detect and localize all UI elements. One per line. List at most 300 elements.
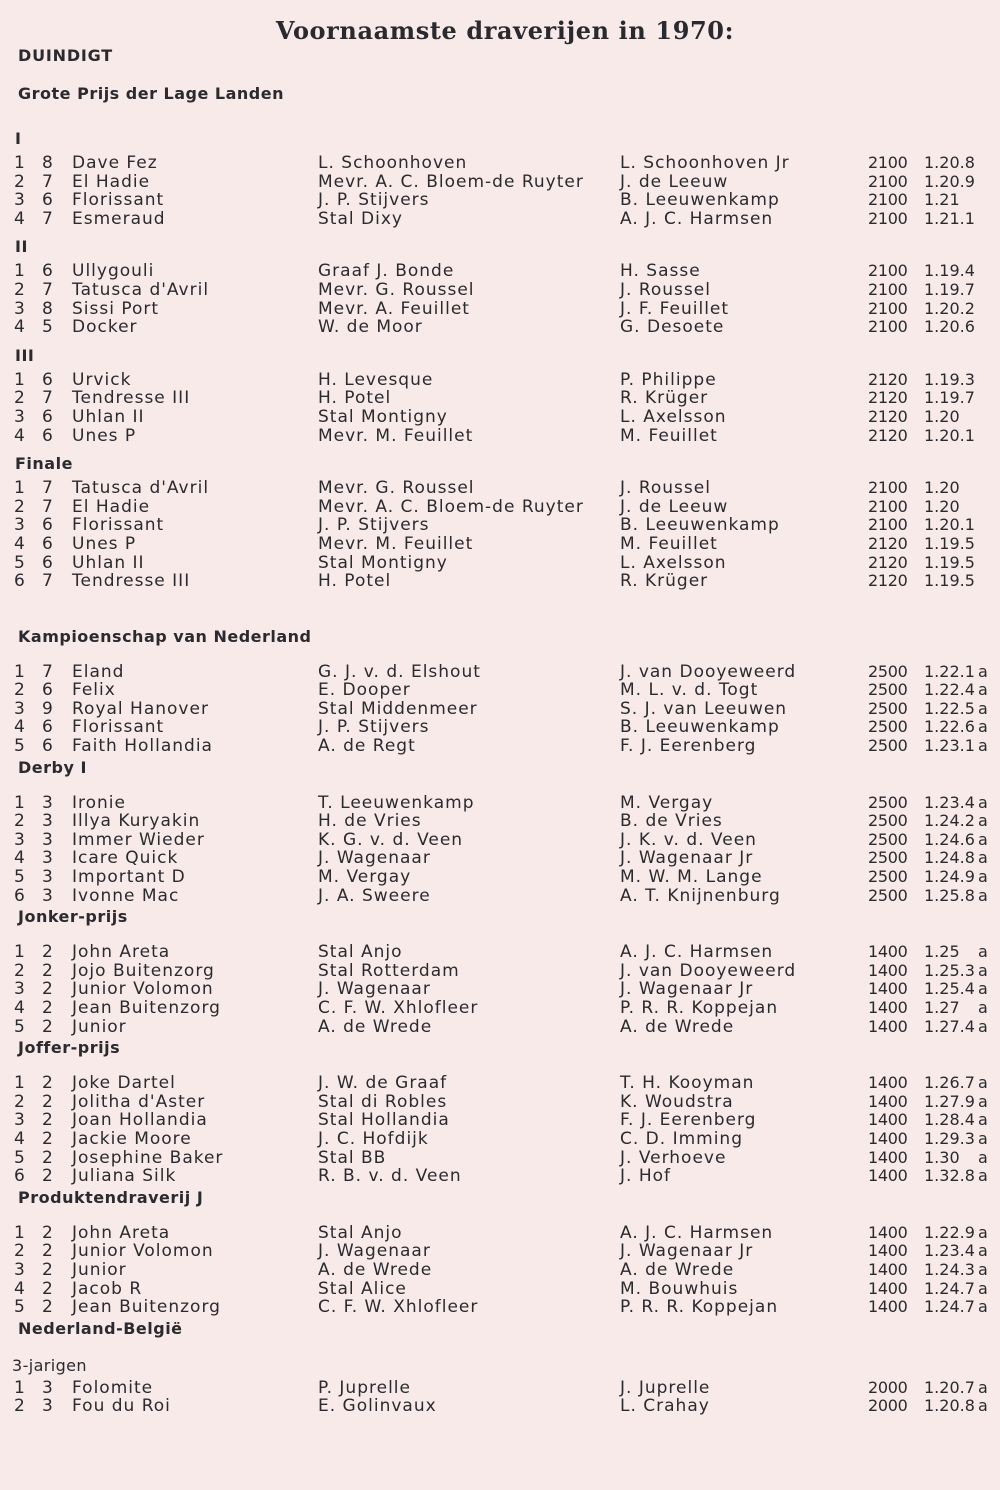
start-note: a bbox=[978, 811, 989, 831]
placing: 4 bbox=[14, 1128, 26, 1149]
horse-age: 2 bbox=[42, 960, 54, 981]
km-time: 1.23.1 bbox=[924, 736, 975, 756]
result-row bbox=[0, 1130, 1000, 1149]
horse-age: 2 bbox=[42, 1016, 54, 1037]
horse-name: Jolitha d'Aster bbox=[72, 1091, 206, 1112]
driver: P. Philippe bbox=[620, 369, 717, 390]
distance: 2120 bbox=[868, 406, 908, 426]
horse-name: Jean Buitenzorg bbox=[72, 998, 221, 1018]
result-row bbox=[0, 663, 1000, 682]
owner: Stal di Robles bbox=[318, 1091, 448, 1112]
result-row bbox=[0, 154, 1000, 173]
placing: 2 bbox=[14, 1396, 26, 1417]
placing: 1 bbox=[14, 792, 26, 813]
driver: A. J. C. Harmsen bbox=[620, 942, 774, 963]
km-time: 1.20.2 bbox=[924, 298, 975, 318]
distance: 1400 bbox=[868, 1241, 908, 1261]
placing: 2 bbox=[14, 279, 26, 300]
placing: 1 bbox=[14, 661, 26, 682]
start-note: a bbox=[978, 1259, 989, 1279]
distance: 2100 bbox=[868, 496, 908, 516]
owner: Mevr. M. Feuillet bbox=[318, 533, 474, 554]
result-row bbox=[0, 681, 1000, 700]
distance: 2100 bbox=[868, 478, 908, 498]
horse-age: 6 bbox=[42, 552, 54, 573]
horse-age: 3 bbox=[42, 792, 54, 813]
placing: 3 bbox=[14, 1259, 26, 1280]
distance: 1400 bbox=[868, 1110, 908, 1130]
horse-age: 2 bbox=[42, 1166, 54, 1187]
driver: B. Leeuwenkamp bbox=[620, 190, 780, 211]
result-row bbox=[0, 794, 1000, 813]
distance: 2120 bbox=[868, 552, 908, 572]
distance: 2500 bbox=[868, 885, 908, 905]
result-row bbox=[0, 535, 1000, 554]
placing: 3 bbox=[14, 829, 26, 850]
km-time: 1.21.1 bbox=[924, 208, 975, 228]
km-time: 1.19.7 bbox=[924, 388, 975, 408]
driver: J. de Leeuw bbox=[620, 496, 729, 517]
distance: 2000 bbox=[868, 1396, 908, 1416]
km-time: 1.20 bbox=[924, 496, 960, 516]
placing: 2 bbox=[14, 960, 26, 981]
race-section bbox=[0, 1186, 1000, 1317]
driver: A. de Wrede bbox=[620, 1259, 735, 1280]
horse-age: 7 bbox=[42, 208, 54, 229]
start-note: a bbox=[978, 1091, 989, 1111]
result-row bbox=[0, 812, 1000, 831]
placing: 2 bbox=[14, 171, 26, 192]
result-row bbox=[0, 479, 1000, 498]
km-time: 1.20.8 bbox=[924, 1396, 975, 1416]
km-time: 1.19.3 bbox=[924, 369, 975, 389]
placing: 2 bbox=[14, 680, 26, 701]
owner: P. Juprelle bbox=[318, 1377, 411, 1398]
horse-name: Illya Kuryakin bbox=[72, 811, 201, 832]
placing: 3 bbox=[14, 1110, 26, 1131]
placing: 5 bbox=[14, 552, 26, 573]
results-list bbox=[0, 82, 1000, 1416]
horse-age: 2 bbox=[42, 942, 54, 963]
start-note: a bbox=[978, 680, 989, 700]
result-row bbox=[0, 1224, 1000, 1243]
owner: Mevr. A. C. Bloem-de Ruyter bbox=[318, 171, 584, 192]
km-time: 1.25 bbox=[924, 942, 960, 962]
placing: 3 bbox=[14, 698, 26, 719]
distance: 2100 bbox=[868, 317, 908, 337]
distance: 2100 bbox=[868, 298, 908, 318]
result-row bbox=[0, 300, 1000, 319]
horse-name: Eland bbox=[72, 661, 125, 682]
owner: Stal Montigny bbox=[318, 552, 448, 573]
horse-name: El Hadie bbox=[72, 171, 151, 192]
placing: 2 bbox=[14, 1091, 26, 1112]
placing: 1 bbox=[14, 1222, 26, 1243]
km-time: 1.20.9 bbox=[924, 171, 975, 191]
horse-name: Tendresse III bbox=[72, 571, 191, 592]
horse-name: Fou du Roi bbox=[72, 1396, 171, 1417]
horse-age: 9 bbox=[42, 698, 54, 719]
horse-age: 6 bbox=[42, 515, 54, 536]
km-time: 1.22.9 bbox=[924, 1222, 975, 1242]
placing: 5 bbox=[14, 867, 26, 888]
result-row bbox=[0, 1167, 1000, 1186]
heat-title: I bbox=[15, 129, 22, 148]
start-note: a bbox=[978, 1377, 989, 1397]
km-time: 1.20 bbox=[924, 478, 960, 498]
owner: Graaf J. Bonde bbox=[318, 261, 455, 282]
distance: 2500 bbox=[868, 736, 908, 756]
driver: A. de Wrede bbox=[620, 1016, 735, 1037]
distance: 1400 bbox=[868, 1222, 908, 1242]
horse-age: 8 bbox=[42, 298, 54, 319]
distance: 1400 bbox=[868, 1278, 908, 1298]
distance: 2500 bbox=[868, 792, 908, 812]
horse-age: 2 bbox=[42, 1073, 54, 1094]
driver: F. J. Eerenberg bbox=[620, 736, 757, 757]
horse-name: Uhlan II bbox=[72, 406, 145, 427]
start-note: a bbox=[978, 661, 989, 681]
result-row bbox=[0, 191, 1000, 210]
placing: 2 bbox=[14, 811, 26, 832]
horse-name: Florissant bbox=[72, 515, 165, 536]
km-time: 1.24.6 bbox=[924, 829, 975, 849]
horse-name: Ivonne Mac bbox=[72, 885, 180, 906]
result-row bbox=[0, 516, 1000, 535]
start-note: a bbox=[978, 942, 989, 962]
km-time: 1.20.1 bbox=[924, 515, 975, 535]
result-row bbox=[0, 1093, 1000, 1112]
horse-name: El Hadie bbox=[72, 496, 151, 517]
start-note: a bbox=[978, 848, 989, 868]
driver: J. Roussel bbox=[620, 279, 711, 300]
placing: 2 bbox=[14, 1241, 26, 1262]
driver: F. J. Eerenberg bbox=[620, 1110, 757, 1131]
owner: Stal Anjo bbox=[318, 1222, 403, 1243]
placing: 1 bbox=[14, 369, 26, 390]
placing: 1 bbox=[14, 942, 26, 963]
placing: 4 bbox=[14, 717, 26, 738]
result-row bbox=[0, 1280, 1000, 1299]
owner: H. Potel bbox=[318, 388, 392, 409]
horse-name: Joan Hollandia bbox=[72, 1110, 208, 1131]
horse-name: Unes P bbox=[72, 533, 137, 554]
horse-name: Junior bbox=[72, 1259, 127, 1280]
horse-name: Florissant bbox=[72, 190, 165, 211]
km-time: 1.30 bbox=[924, 1147, 960, 1167]
distance: 2120 bbox=[868, 369, 908, 389]
horse-name: Royal Hanover bbox=[72, 698, 209, 719]
race-section bbox=[0, 1317, 1000, 1416]
driver: J. van Dooyeweerd bbox=[620, 661, 797, 682]
result-row bbox=[0, 1242, 1000, 1261]
result-row bbox=[0, 427, 1000, 446]
driver: J. F. Feuillet bbox=[620, 298, 730, 319]
result-row bbox=[0, 281, 1000, 300]
distance: 2500 bbox=[868, 829, 908, 849]
owner: Stal Anjo bbox=[318, 942, 403, 963]
driver: J. van Dooyeweerd bbox=[620, 960, 797, 981]
owner: H. Potel bbox=[318, 571, 392, 592]
distance: 2100 bbox=[868, 261, 908, 281]
owner: H. Levesque bbox=[318, 369, 434, 390]
result-row bbox=[0, 554, 1000, 573]
heat-title: Finale bbox=[15, 454, 73, 474]
horse-name: Docker bbox=[72, 317, 138, 338]
km-time: 1.20 bbox=[924, 406, 960, 426]
km-time: 1.29.3 bbox=[924, 1128, 975, 1148]
owner: Stal BB bbox=[318, 1147, 387, 1168]
horse-name: Florissant bbox=[72, 717, 165, 738]
placing: 3 bbox=[14, 190, 26, 211]
km-time: 1.23.4 bbox=[924, 1241, 975, 1261]
placing: 3 bbox=[14, 979, 26, 1000]
horse-age: 6 bbox=[42, 190, 54, 211]
placing: 4 bbox=[14, 317, 26, 338]
placing: 5 bbox=[14, 1147, 26, 1168]
placing: 4 bbox=[14, 1278, 26, 1299]
driver: J. Verhoeve bbox=[620, 1147, 727, 1168]
result-row bbox=[0, 718, 1000, 737]
distance: 2100 bbox=[868, 190, 908, 210]
start-note: a bbox=[978, 867, 989, 887]
owner: Stal Rotterdam bbox=[318, 960, 460, 981]
driver: P. R. R. Koppejan bbox=[620, 1297, 779, 1318]
start-note: a bbox=[978, 829, 989, 849]
start-note: a bbox=[978, 1128, 989, 1148]
driver: M. L. v. d. Togt bbox=[620, 680, 759, 701]
distance: 2500 bbox=[868, 867, 908, 887]
distance: 1400 bbox=[868, 979, 908, 999]
horse-age: 6 bbox=[42, 533, 54, 554]
horse-age: 2 bbox=[42, 998, 54, 1018]
placing: 5 bbox=[14, 736, 26, 757]
race-section bbox=[0, 625, 1000, 756]
horse-age: 7 bbox=[42, 388, 54, 409]
km-time: 1.24.7 bbox=[924, 1297, 975, 1317]
result-row bbox=[0, 1298, 1000, 1317]
owner: T. Leeuwenkamp bbox=[318, 792, 475, 813]
start-note: a bbox=[978, 717, 989, 737]
driver: B. de Vries bbox=[620, 811, 723, 832]
placing: 4 bbox=[14, 425, 26, 446]
result-row bbox=[0, 849, 1000, 868]
placing: 5 bbox=[14, 1016, 26, 1037]
horse-age: 3 bbox=[42, 811, 54, 832]
owner: J. P. Stijvers bbox=[318, 190, 430, 211]
distance: 2120 bbox=[868, 388, 908, 408]
horse-name: Ullygouli bbox=[72, 261, 155, 282]
horse-age: 2 bbox=[42, 1241, 54, 1262]
horse-age: 6 bbox=[42, 425, 54, 446]
driver: L. Schoonhoven Jr bbox=[620, 153, 790, 173]
horse-name: John Areta bbox=[72, 1222, 171, 1243]
result-row bbox=[0, 173, 1000, 192]
horse-name: Jackie Moore bbox=[72, 1128, 192, 1149]
distance: 2500 bbox=[868, 661, 908, 681]
owner: M. Vergay bbox=[318, 867, 412, 888]
driver: L. Axelsson bbox=[620, 552, 727, 573]
result-row bbox=[0, 408, 1000, 427]
distance: 1400 bbox=[868, 960, 908, 980]
km-time: 1.25.4 bbox=[924, 979, 975, 999]
race-title: Nederland-België bbox=[18, 1318, 183, 1338]
result-row bbox=[0, 1149, 1000, 1168]
driver: J. de Leeuw bbox=[620, 171, 729, 192]
distance: 2500 bbox=[868, 848, 908, 868]
driver: L. Crahay bbox=[620, 1396, 710, 1417]
driver: J. Hof bbox=[620, 1166, 671, 1187]
km-time: 1.19.7 bbox=[924, 279, 975, 299]
distance: 2500 bbox=[868, 680, 908, 700]
placing: 4 bbox=[14, 848, 26, 869]
km-time: 1.24.8 bbox=[924, 848, 975, 868]
result-row bbox=[0, 1397, 1000, 1416]
driver: J. Wagenaar Jr bbox=[620, 979, 754, 1000]
start-note: a bbox=[978, 1241, 989, 1261]
km-time: 1.22.1 bbox=[924, 661, 975, 681]
driver: M. Feuillet bbox=[620, 425, 718, 446]
distance: 1400 bbox=[868, 1166, 908, 1186]
result-row bbox=[0, 999, 1000, 1018]
horse-age: 8 bbox=[42, 153, 54, 173]
km-time: 1.24.2 bbox=[924, 811, 975, 831]
owner: A. de Regt bbox=[318, 736, 416, 757]
km-time: 1.25.8 bbox=[924, 885, 975, 905]
result-row bbox=[0, 318, 1000, 337]
distance: 2100 bbox=[868, 515, 908, 535]
race-title: Derby I bbox=[18, 757, 87, 777]
driver: A. T. Knijnenburg bbox=[620, 885, 781, 906]
owner: J. Wagenaar bbox=[318, 1241, 431, 1262]
horse-name: John Areta bbox=[72, 942, 171, 963]
owner: J. C. Hofdijk bbox=[318, 1128, 429, 1149]
distance: 2120 bbox=[868, 571, 908, 591]
placing: 4 bbox=[14, 533, 26, 554]
owner: Stal Alice bbox=[318, 1278, 407, 1299]
driver: M. Vergay bbox=[620, 792, 714, 813]
owner: J. P. Stijvers bbox=[318, 717, 430, 738]
result-row bbox=[0, 962, 1000, 981]
horse-name: Unes P bbox=[72, 425, 137, 446]
driver: L. Axelsson bbox=[620, 406, 727, 427]
owner: C. F. W. Xhlofleer bbox=[318, 998, 479, 1018]
km-time: 1.27.4 bbox=[924, 1016, 975, 1036]
horse-age: 7 bbox=[42, 171, 54, 192]
driver: K. Woudstra bbox=[620, 1091, 734, 1112]
result-row bbox=[0, 1018, 1000, 1037]
km-time: 1.27 bbox=[924, 998, 960, 1017]
driver: T. H. Kooyman bbox=[620, 1073, 755, 1094]
km-time: 1.28.4 bbox=[924, 1110, 975, 1130]
start-note: a bbox=[978, 960, 989, 980]
horse-name: Juliana Silk bbox=[72, 1166, 177, 1187]
horse-age: 2 bbox=[42, 1110, 54, 1131]
race-title: Kampioenschap van Nederland bbox=[18, 626, 312, 646]
driver: C. D. Imming bbox=[620, 1128, 743, 1149]
horse-age: 6 bbox=[42, 680, 54, 701]
owner: J. P. Stijvers bbox=[318, 515, 430, 536]
owner: L. Schoonhoven bbox=[318, 153, 468, 173]
placing: 3 bbox=[14, 515, 26, 536]
horse-name: Joke Dartel bbox=[72, 1073, 176, 1094]
race-section bbox=[0, 1036, 1000, 1186]
horse-age: 3 bbox=[42, 867, 54, 888]
driver: A. J. C. Harmsen bbox=[620, 208, 774, 229]
horse-age: 2 bbox=[42, 1259, 54, 1280]
km-time: 1.22.4 bbox=[924, 680, 975, 700]
placing: 6 bbox=[14, 1166, 26, 1187]
horse-age: 3 bbox=[42, 848, 54, 869]
horse-age: 2 bbox=[42, 1278, 54, 1299]
placing: 5 bbox=[14, 1297, 26, 1318]
distance: 1400 bbox=[868, 1073, 908, 1093]
km-time: 1.24.3 bbox=[924, 1259, 975, 1279]
km-time: 1.19.5 bbox=[924, 533, 975, 553]
driver: B. Leeuwenkamp bbox=[620, 717, 780, 738]
km-time: 1.19.5 bbox=[924, 552, 975, 572]
race-section bbox=[0, 82, 1000, 591]
start-note: a bbox=[978, 1073, 989, 1093]
horse-age: 7 bbox=[42, 571, 54, 592]
placing: 4 bbox=[14, 998, 26, 1018]
result-row bbox=[0, 371, 1000, 390]
km-time: 1.21 bbox=[924, 190, 960, 210]
start-note: a bbox=[978, 885, 989, 905]
horse-name: Felix bbox=[72, 680, 116, 701]
horse-age: 5 bbox=[42, 317, 54, 338]
race-title: Jonker-prijs bbox=[18, 907, 128, 927]
horse-age: 2 bbox=[42, 1091, 54, 1112]
horse-age: 6 bbox=[42, 261, 54, 282]
distance: 1400 bbox=[868, 1147, 908, 1167]
horse-name: Jacob R bbox=[72, 1278, 143, 1299]
distance: 2500 bbox=[868, 698, 908, 718]
horse-age: 3 bbox=[42, 1396, 54, 1417]
section-spacer bbox=[0, 591, 1000, 625]
result-row bbox=[0, 1111, 1000, 1130]
owner: Stal Hollandia bbox=[318, 1110, 450, 1131]
horse-age: 6 bbox=[42, 369, 54, 390]
result-row bbox=[0, 262, 1000, 281]
result-row bbox=[0, 389, 1000, 408]
start-note: a bbox=[978, 1166, 989, 1186]
distance: 1400 bbox=[868, 1091, 908, 1111]
heat-title: II bbox=[15, 237, 28, 257]
owner: Mevr. G. Roussel bbox=[318, 279, 475, 300]
result-row bbox=[0, 737, 1000, 756]
horse-age: 7 bbox=[42, 478, 54, 499]
owner: G. J. v. d. Elshout bbox=[318, 661, 481, 682]
driver: M. Feuillet bbox=[620, 533, 718, 554]
owner: H. de Vries bbox=[318, 811, 422, 832]
horse-age: 2 bbox=[42, 1128, 54, 1149]
driver: M. W. M. Lange bbox=[620, 867, 763, 888]
result-row bbox=[0, 943, 1000, 962]
distance: 1400 bbox=[868, 942, 908, 962]
owner: R. B. v. d. Veen bbox=[318, 1166, 462, 1187]
km-time: 1.20.6 bbox=[924, 317, 975, 337]
distance: 1400 bbox=[868, 998, 908, 1017]
km-time: 1.32.8 bbox=[924, 1166, 975, 1186]
start-note: a bbox=[978, 736, 989, 756]
horse-name: Urvick bbox=[72, 369, 132, 390]
start-note: a bbox=[978, 1222, 989, 1242]
result-row bbox=[0, 1074, 1000, 1093]
km-time: 1.20.1 bbox=[924, 425, 975, 445]
distance: 1400 bbox=[868, 1128, 908, 1148]
horse-age: 2 bbox=[42, 1297, 54, 1318]
